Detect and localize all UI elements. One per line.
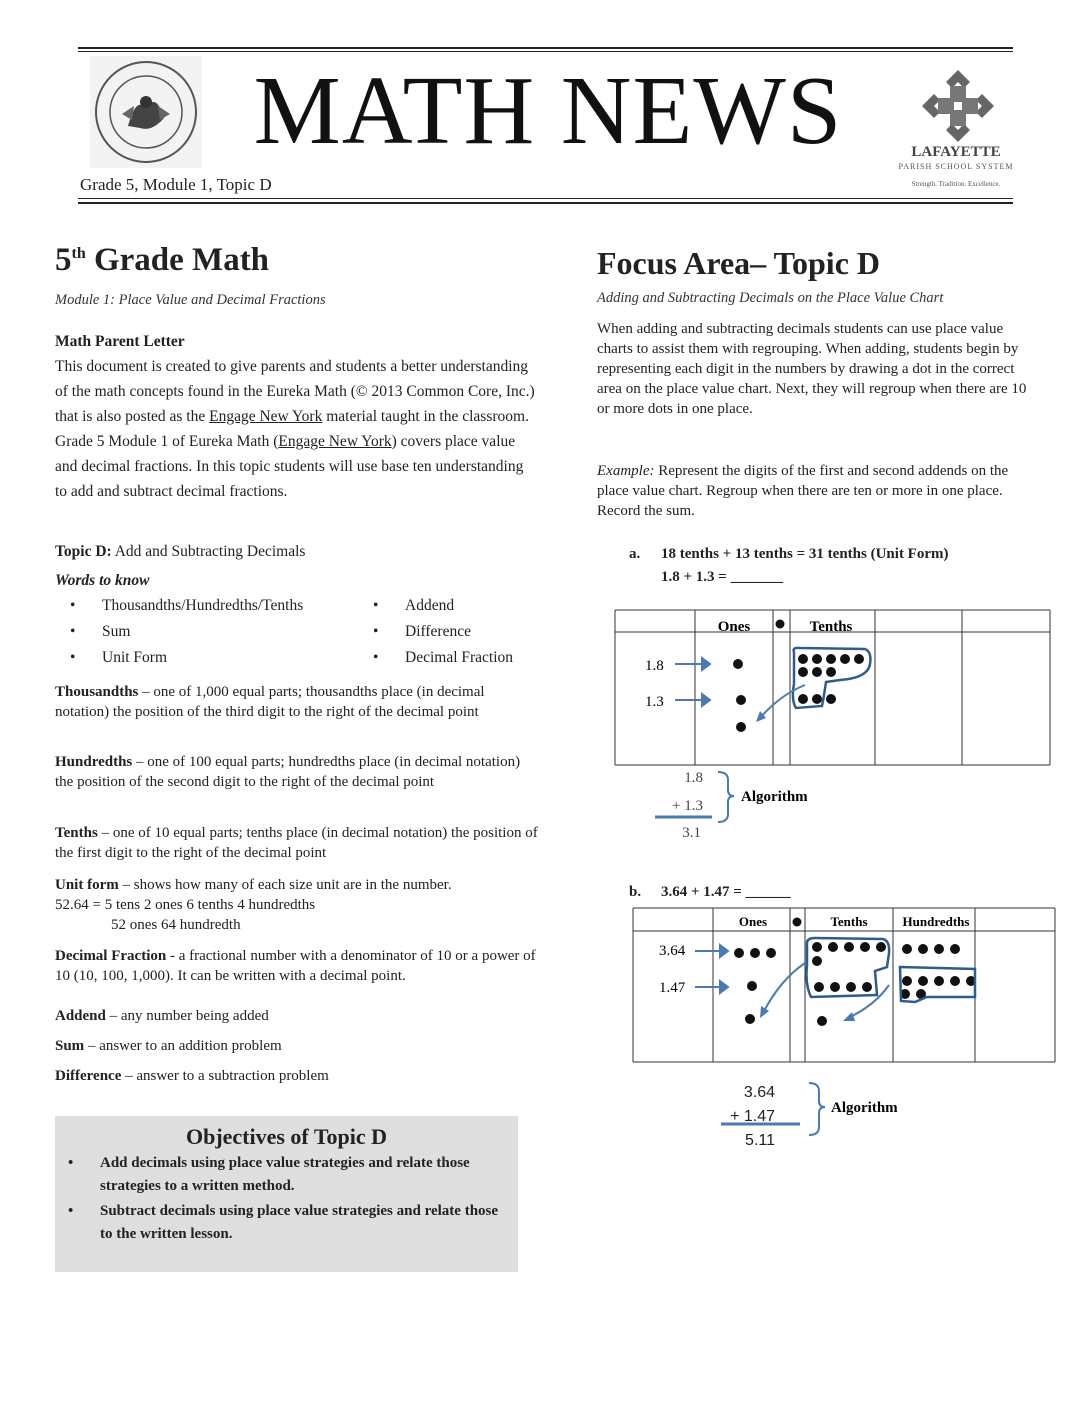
def-addend: Addend – any number being added — [55, 1008, 269, 1024]
letter-title: Math Parent Letter — [55, 333, 185, 350]
chart-b-row-1-label: 3.64 — [659, 943, 686, 959]
newsletter-subtitle: Grade 5, Module 1, Topic D — [80, 175, 272, 194]
words-col-2 — [373, 597, 513, 675]
chart-a-alg-addend: + 1.3 — [672, 798, 703, 814]
example-text: Example: Represent the digits of the first and second addends on the place value chart. Regroup when there are ten or more in one place. Record the sum. — [597, 463, 1009, 519]
header-rule-top-thin — [78, 51, 1013, 52]
letter-body: This document is created to give parents and students a better understanding of the math concepts found in the Eureka Math (© 2013 Common Core, Inc.) that is also posted as the Engage New York material taught in the classroom. Grade 5 Module 1 of Eureka Math (Engage New York) covers place value and decimal fractions. In this topic students will use base ten understanding to add and subtract decimal fractions. — [55, 358, 535, 500]
chart-b-alg-sum: 5.11 — [745, 1132, 775, 1149]
def-hundredths: Hundredths – one of 100 equal parts; hundredths place (in decimal notation) the position of the second digit to the right of the decimal point — [55, 754, 521, 790]
lafayette-cross-logo — [920, 68, 996, 144]
def-unit-form: Unit form – shows how many of each size unit are in the number. — [55, 877, 452, 893]
decimal-point-dot — [793, 918, 802, 927]
list-item: • Sum — [70, 623, 131, 640]
focus-area-heading: Focus Area– Topic D — [597, 245, 880, 281]
part-a-line-2: 1.8 + 1.3 = _______ — [661, 569, 784, 585]
place-value-chart-a — [600, 600, 1060, 850]
def-sum: Sum – answer to an addition problem — [55, 1038, 282, 1054]
focus-intro: When adding and subtracting decimals students can use place value charts to assist them with regrouping. When adding, students begin by representing each digit in the numbers by drawing a dot in the correct area on the place value chart. Next, they will regroup when there are 10 or more dots in one place. — [597, 321, 1027, 417]
objective-item-2: • Subtract decimals using place value strategies and relate those to the written lesson. — [68, 1203, 499, 1242]
chart-a-row-1-label: 1.8 — [645, 658, 664, 674]
part-a-label: a. — [629, 546, 641, 562]
chart-a-algorithm-label: Algorithm — [741, 789, 808, 805]
chart-b-alg-addend: + 1.47 — [730, 1108, 775, 1125]
list-item: • Decimal Fraction — [373, 649, 514, 666]
newsletter-title: MATH NEWS — [253, 57, 843, 165]
chart-a-alg-sum: 3.1 — [682, 825, 701, 841]
part-b-label: b. — [629, 884, 642, 900]
chart-b-hundredths-header: Hundredths — [902, 914, 970, 929]
chart-a-ones-header: Ones — [717, 619, 751, 635]
unit-form-example-2: 52 ones 64 hundredth — [111, 917, 241, 933]
place-value-chart-b — [625, 905, 1065, 1155]
topic-line: Topic D: Add and Subtracting Decimals — [55, 543, 306, 560]
chart-a-tenths-header: Tenths — [809, 619, 853, 635]
chart-b-alg-top: 3.64 — [743, 1084, 775, 1101]
decimal-point-dot — [776, 620, 785, 629]
engage-new-york-link[interactable]: Engage New York — [209, 408, 323, 425]
objectives-box — [55, 1116, 518, 1272]
words-to-know-heading: Words to know — [55, 572, 150, 589]
focus-area-subheading: Adding and Subtracting Decimals on the Place Value Chart — [597, 290, 944, 306]
part-a-line-1: 18 tenths + 13 tenths = 31 tenths (Unit Form) — [661, 546, 949, 562]
chart-a-row-2-label: 1.3 — [645, 694, 664, 710]
header-rule-bottom-thick — [78, 202, 1013, 204]
def-thousandths: Thousandths – one of 1,000 equal parts; thousandths place (in decimal notation) the position of the third digit to the right of the decimal point — [55, 684, 485, 720]
chart-a-alg-top: 1.8 — [684, 770, 703, 786]
engage-new-york-link-2[interactable]: Engage New York — [278, 433, 392, 450]
chart-b-ones-header: Ones — [738, 914, 768, 929]
part-b-line: 3.64 + 1.47 = ______ — [661, 884, 791, 900]
def-difference: Difference – answer to a subtraction problem — [55, 1068, 329, 1084]
school-board-seal-logo — [90, 56, 202, 168]
list-item: • Unit Form — [70, 649, 168, 666]
list-item: • Difference — [373, 623, 471, 640]
grade-heading: 5th Grade Math — [55, 242, 270, 278]
words-col-1 — [70, 597, 303, 675]
module-line: Module 1: Place Value and Decimal Fractions — [55, 292, 326, 308]
lafayette-logo-sub: PARISH SCHOOL SYSTEM — [898, 162, 1014, 171]
unit-form-example-1: 52.64 = 5 tens 2 ones 6 tenths 4 hundredths — [55, 897, 316, 913]
lafayette-logo-name: LAFAYETTE — [911, 144, 1001, 160]
objectives-title: Objectives of Topic D — [185, 1124, 388, 1149]
chart-b-tenths-header: Tenths — [830, 914, 868, 929]
chart-a-brace — [718, 772, 734, 822]
chart-b-algorithm-label: Algorithm — [831, 1100, 898, 1116]
chart-b-row-2-label: 1.47 — [659, 980, 686, 996]
objective-item-1: • Add decimals using place value strategies and relate those strategies to a written method. — [68, 1155, 470, 1194]
list-item: • Addend — [373, 597, 455, 614]
lafayette-logo-tagline: Strength. Tradition. Excellence. — [911, 180, 1001, 188]
def-decimal-fraction: Decimal Fraction - a fractional number with a denominator of 10 or a power of 10 (10, 100, 1,000). It can be written with a decimal point. — [55, 948, 536, 984]
def-tenths: Tenths – one of 10 equal parts; tenths place (in decimal notation) the position of the first digit to the right of the decimal point — [55, 825, 538, 861]
header-rule-bottom — [78, 198, 1013, 199]
chart-b-brace — [809, 1083, 825, 1135]
list-item: • Thousandths/Hundredths/Tenths — [70, 597, 304, 614]
header-rule-top — [78, 47, 1013, 49]
